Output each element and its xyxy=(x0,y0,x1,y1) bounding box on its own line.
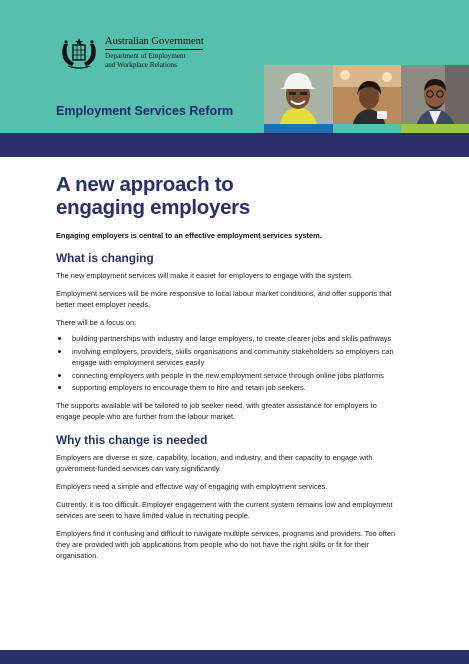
coat-of-arms-icon xyxy=(58,36,100,70)
header-banner xyxy=(0,0,469,133)
accent-blue xyxy=(264,124,333,133)
document-body xyxy=(56,173,396,568)
list-item: supporting employers to encourage them to hire and retain job seekers. xyxy=(56,382,396,394)
focus-list xyxy=(56,333,396,394)
title-line-2: engaging employers xyxy=(56,196,250,219)
lede-text: Engaging employers is central to an effective employment services system. xyxy=(56,231,322,240)
government-text xyxy=(105,36,204,69)
list-item: building partnerships with industry and large employers, to create clearer jobs and skills pathways xyxy=(56,333,396,345)
worker-hardhat-photo xyxy=(264,65,333,133)
paragraph: Employers find it confusing and difficult to navigate multiple services, programs and providers. Too often they are provided with job applications from people who do not have the right skills or fit for their organisation. xyxy=(56,528,396,560)
paragraph: There will be a focus on: xyxy=(56,318,137,327)
accent-color-bar xyxy=(264,124,469,133)
header-photos xyxy=(264,65,469,133)
paragraph: Employers are diverse in size, capability, location, and industry, and their capacity to engage with government-funded services can vary significantly. xyxy=(56,452,373,473)
banner-title: Employment Services Reform xyxy=(56,104,234,118)
paragraph: The new employment services will make it easier for employers to engage with the system. xyxy=(56,271,353,280)
section-heading-why-needed: Why this change is needed xyxy=(56,432,208,447)
title-line-1: A new approach to xyxy=(56,173,234,196)
man-with-glasses-photo xyxy=(401,65,469,133)
department-line-1: Department of Employment xyxy=(105,52,186,60)
section-heading-what-is-changing: What is changing xyxy=(56,251,154,265)
accent-green xyxy=(401,124,469,133)
list-item: involving employers, providers, skills organisations and community stakeholders so employers can engage with employment services easily xyxy=(56,346,396,369)
accent-teal xyxy=(333,124,401,133)
paragraph: Employers need a simple and effective way of engaging with employment services. xyxy=(56,481,328,491)
government-logo xyxy=(58,36,204,70)
government-name: Australian Government xyxy=(105,36,204,47)
header-navy-band xyxy=(0,133,469,157)
paragraph: Employment services will be more responsive to local labour market conditions, and offer supports that better meet employer needs. xyxy=(56,289,392,309)
paragraph: The supports available will be tailored to job seeker need, with greater assistance for employers to engage people who are further from the labour market. xyxy=(56,400,377,421)
list-item: connecting employers with people in the new employment service through online jobs platforms xyxy=(56,370,396,382)
page-title xyxy=(56,173,396,219)
paragraph: Currently, it is too difficult. Employer engagement with the current system remains low and employment services are seen to have limited value in recruiting people. xyxy=(56,499,393,520)
logo-divider xyxy=(105,49,203,50)
footer-band xyxy=(0,650,469,664)
department-line-2: and Workplace Relations xyxy=(105,60,177,69)
barista-photo xyxy=(333,65,401,133)
